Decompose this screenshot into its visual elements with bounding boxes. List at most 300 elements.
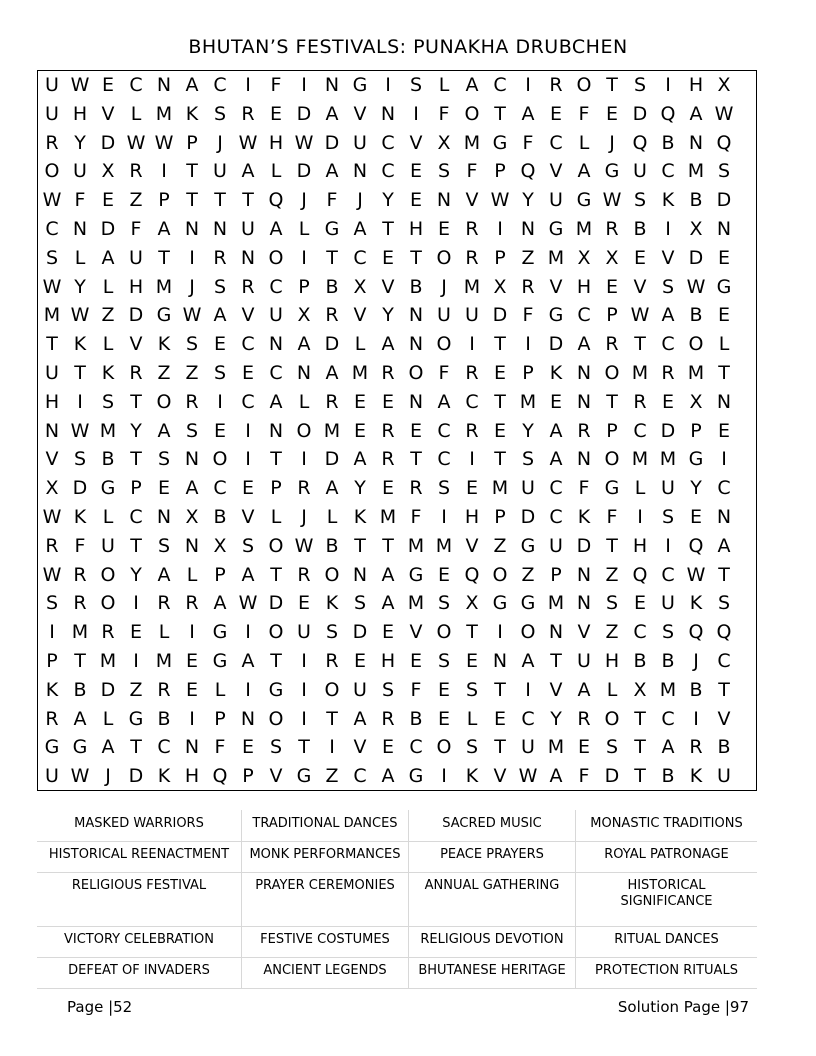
grid-letter: H <box>128 275 144 298</box>
grid-letter: M <box>407 592 425 615</box>
grid-letter: T <box>634 707 646 730</box>
grid-letter: A <box>437 390 451 413</box>
grid-letter: C <box>661 707 675 730</box>
grid-letter: M <box>491 477 509 500</box>
grid-row <box>38 273 758 302</box>
grid-letter: E <box>549 390 562 413</box>
grid-letter: E <box>437 218 450 240</box>
grid-letter: O <box>436 333 452 356</box>
grid-letter: G <box>44 736 60 759</box>
grid-letter: V <box>381 275 395 298</box>
grid-letter: R <box>101 621 115 644</box>
grid-letter: L <box>102 506 114 528</box>
grid-letter: H <box>44 390 60 413</box>
grid-letter: N <box>352 160 368 183</box>
grid-letter: U <box>45 362 59 384</box>
grid-letter: A <box>717 534 731 557</box>
grid-letter: E <box>129 621 142 644</box>
grid-letter: K <box>157 765 171 788</box>
grid-letter: A <box>157 563 171 586</box>
grid-letter: F <box>578 765 590 788</box>
grid-letter: G <box>548 304 564 327</box>
grid-letter: X <box>437 131 451 154</box>
grid-letter: L <box>326 506 338 528</box>
grid-letter: K <box>465 765 479 788</box>
grid-letter: V <box>129 333 143 356</box>
grid-letter: C <box>409 736 423 759</box>
grid-letter: D <box>604 765 620 788</box>
grid-letter: T <box>326 707 338 730</box>
grid-letter: I <box>525 333 531 356</box>
word-list-row <box>37 926 757 958</box>
grid-letter: L <box>634 477 646 500</box>
grid-letter: B <box>409 707 423 730</box>
grid-letter: T <box>494 678 506 701</box>
grid-letter: V <box>717 707 731 730</box>
grid-letter: I <box>469 333 475 356</box>
word-list-item: HISTORICAL SIGNIFICANCE <box>575 872 757 926</box>
grid-letter: N <box>268 333 284 356</box>
grid-letter: S <box>437 650 451 672</box>
grid-row <box>38 532 758 561</box>
grid-letter: S <box>185 333 199 356</box>
word-list-item: ANCIENT LEGENDS <box>241 957 408 988</box>
grid-letter: S <box>353 592 367 615</box>
grid-letter: S <box>409 74 423 96</box>
grid-letter: I <box>693 707 699 730</box>
grid-letter: A <box>269 390 283 413</box>
grid-letter: N <box>184 218 200 240</box>
grid-letter: S <box>213 102 227 125</box>
grid-letter: I <box>217 390 223 413</box>
grid-letter: E <box>437 563 450 586</box>
grid-letter: T <box>410 448 422 471</box>
grid-letter: A <box>325 477 339 500</box>
grid-letter: O <box>520 621 536 644</box>
grid-letter: W <box>42 275 62 298</box>
grid-letter: K <box>577 506 591 528</box>
grid-letter: X <box>185 506 199 528</box>
grid-letter: G <box>688 448 704 471</box>
grid-letter: Q <box>716 621 732 644</box>
word-list-item: HISTORICAL REENACTMENT <box>48 847 230 862</box>
grid-letter: S <box>661 621 675 644</box>
grid-letter: U <box>213 160 227 183</box>
grid-letter: R <box>73 563 87 586</box>
grid-letter: S <box>185 419 199 442</box>
grid-letter: S <box>437 160 451 183</box>
grid-letter: J <box>217 131 223 154</box>
grid-letter: G <box>716 275 732 298</box>
grid-letter: F <box>326 189 338 212</box>
grid-letter: U <box>661 592 675 615</box>
grid-letter: W <box>42 563 62 586</box>
grid-letter: B <box>213 506 227 528</box>
grid-letter: I <box>245 419 251 442</box>
grid-row <box>38 215 758 244</box>
grid-letter: A <box>325 102 339 125</box>
grid-letter: I <box>245 448 251 471</box>
grid-letter: N <box>408 390 424 413</box>
grid-letter: S <box>633 189 647 212</box>
grid-letter: G <box>296 765 312 788</box>
grid-letter: C <box>269 275 283 298</box>
grid-letter: E <box>353 650 366 672</box>
grid-letter: T <box>130 390 142 413</box>
grid-letter: W <box>238 131 258 154</box>
grid-letter: R <box>605 218 619 240</box>
grid-letter: L <box>102 707 114 730</box>
grid-letter: I <box>525 74 531 96</box>
grid-letter: K <box>549 362 563 384</box>
grid-letter: V <box>633 275 647 298</box>
grid-letter: Z <box>605 621 619 644</box>
grid-letter: Q <box>268 189 284 212</box>
grid-letter: O <box>212 448 228 471</box>
grid-letter: B <box>661 650 675 672</box>
puzzle-title: BHUTAN’S FESTIVALS: PUNAKHA DRUBCHEN <box>188 36 628 58</box>
grid-letter: D <box>100 218 116 240</box>
grid-letter: R <box>661 362 675 384</box>
grid-letter: B <box>157 707 171 730</box>
grid-letter: N <box>492 650 508 672</box>
grid-letter: W <box>602 189 622 212</box>
grid-letter: R <box>577 707 591 730</box>
grid-letter: A <box>353 218 367 240</box>
grid-letter: G <box>324 218 340 240</box>
grid-letter: F <box>270 74 282 96</box>
grid-letter: R <box>241 275 255 298</box>
grid-letter: A <box>521 102 535 125</box>
grid-letter: T <box>634 333 646 356</box>
grid-letter: I <box>441 765 447 788</box>
grid-letter: E <box>381 390 394 413</box>
grid-letter: L <box>438 74 450 96</box>
grid-letter: W <box>630 304 650 327</box>
grid-letter: N <box>576 390 592 413</box>
grid-letter: L <box>298 218 310 240</box>
grid-letter: H <box>72 102 88 125</box>
grid-letter: T <box>242 189 254 212</box>
grid-letter: B <box>325 275 339 298</box>
grid-letter: R <box>297 477 311 500</box>
grid-letter: G <box>128 707 144 730</box>
grid-row <box>38 129 758 158</box>
grid-letter: G <box>604 477 620 500</box>
grid-letter: J <box>301 506 307 528</box>
grid-letter: A <box>269 218 283 240</box>
grid-letter: P <box>46 650 58 672</box>
grid-letter: M <box>379 506 397 528</box>
grid-letter: I <box>525 678 531 701</box>
grid-letter: O <box>604 707 620 730</box>
grid-letter: N <box>352 563 368 586</box>
grid-letter: X <box>297 304 311 327</box>
grid-letter: Z <box>129 678 143 701</box>
grid-letter: L <box>270 506 282 528</box>
word-list-row <box>37 810 757 842</box>
word-list-item: ANNUAL GATHERING <box>408 872 575 926</box>
grid-letter: D <box>548 333 564 356</box>
grid-letter: M <box>547 592 565 615</box>
grid-letter: R <box>605 333 619 356</box>
grid-letter: H <box>576 275 592 298</box>
grid-letter: E <box>605 275 618 298</box>
grid-letter: N <box>240 246 256 269</box>
grid-letter: O <box>44 160 60 183</box>
word-list-row <box>37 957 757 989</box>
grid-letter: I <box>161 160 167 183</box>
grid-letter: N <box>716 218 732 240</box>
word-list-row <box>37 841 757 873</box>
grid-letter: D <box>660 419 676 442</box>
grid-letter: H <box>604 650 620 672</box>
grid-letter: A <box>661 304 675 327</box>
grid-letter: E <box>549 102 562 125</box>
grid-letter: G <box>408 563 424 586</box>
grid-letter: Z <box>101 304 115 327</box>
grid-letter: T <box>270 448 282 471</box>
grid-letter: E <box>381 246 394 269</box>
grid-letter: A <box>325 160 339 183</box>
grid-letter: U <box>549 534 563 557</box>
grid-letter: L <box>158 621 170 644</box>
grid-row <box>38 503 758 532</box>
grid-letter: V <box>493 765 507 788</box>
grid-letter: I <box>413 102 419 125</box>
solution-page-number: Solution Page |97 <box>617 998 749 1016</box>
grid-letter: Q <box>632 563 648 586</box>
grid-letter: T <box>606 74 618 96</box>
grid-letter: A <box>185 477 199 500</box>
grid-letter: I <box>497 218 503 240</box>
grid-letter: I <box>189 621 195 644</box>
grid-letter: U <box>521 736 535 759</box>
grid-letter: T <box>718 678 730 701</box>
grid-letter: F <box>522 131 534 154</box>
grid-letter: F <box>410 678 422 701</box>
grid-letter: A <box>689 102 703 125</box>
grid-letter: C <box>661 333 675 356</box>
grid-letter: U <box>45 74 59 96</box>
grid-letter: T <box>494 102 506 125</box>
grid-letter: A <box>381 563 395 586</box>
grid-letter: J <box>441 275 447 298</box>
grid-letter: L <box>578 131 590 154</box>
grid-letter: C <box>269 362 283 384</box>
grid-letter: M <box>155 102 173 125</box>
grid-letter: K <box>73 506 87 528</box>
word-search-grid <box>37 70 757 791</box>
grid-letter: V <box>353 304 367 327</box>
grid-letter: P <box>158 189 170 212</box>
grid-letter: T <box>494 333 506 356</box>
grid-letter: I <box>301 246 307 269</box>
grid-letter: C <box>381 131 395 154</box>
grid-letter: A <box>325 362 339 384</box>
grid-letter: S <box>157 534 171 557</box>
grid-letter: R <box>241 102 255 125</box>
grid-letter: T <box>298 736 310 759</box>
grid-letter: E <box>185 678 198 701</box>
grid-letter: E <box>605 102 618 125</box>
grid-row <box>38 359 758 388</box>
grid-letter: C <box>353 765 367 788</box>
grid-letter: V <box>409 621 423 644</box>
grid-letter: O <box>492 563 508 586</box>
grid-letter: Z <box>185 362 199 384</box>
grid-letter: R <box>633 390 647 413</box>
grid-letter: T <box>186 160 198 183</box>
grid-letter: O <box>576 74 592 96</box>
grid-letter: T <box>382 218 394 240</box>
grid-letter: N <box>240 707 256 730</box>
grid-letter: C <box>633 621 647 644</box>
grid-letter: W <box>294 534 314 557</box>
grid-letter: G <box>100 477 116 500</box>
grid-letter: M <box>631 362 649 384</box>
grid-letter: T <box>270 563 282 586</box>
grid-row <box>38 647 758 676</box>
grid-letter: E <box>297 592 310 615</box>
grid-letter: E <box>353 390 366 413</box>
grid-letter: D <box>632 102 648 125</box>
grid-letter: Y <box>522 189 534 212</box>
grid-letter: W <box>70 419 90 442</box>
grid-letter: N <box>716 390 732 413</box>
grid-letter: S <box>605 736 619 759</box>
grid-row <box>38 100 758 129</box>
grid-letter: K <box>157 333 171 356</box>
grid-letter: C <box>129 506 143 528</box>
grid-letter: M <box>155 650 173 672</box>
grid-letter: Q <box>464 563 480 586</box>
grid-letter: B <box>633 218 647 240</box>
grid-letter: A <box>241 563 255 586</box>
grid-letter: V <box>409 131 423 154</box>
grid-letter: S <box>521 448 535 471</box>
grid-letter: T <box>270 650 282 672</box>
grid-letter: F <box>438 102 450 125</box>
grid-letter: E <box>241 736 254 759</box>
grid-letter: I <box>469 448 475 471</box>
grid-letter: I <box>189 707 195 730</box>
grid-letter: Q <box>716 131 732 154</box>
grid-letter: Q <box>688 621 704 644</box>
grid-letter: T <box>606 390 618 413</box>
grid-letter: G <box>408 765 424 788</box>
grid-letter: Y <box>382 304 394 327</box>
grid-letter: S <box>269 736 283 759</box>
grid-letter: U <box>45 765 59 788</box>
grid-letter: A <box>465 74 479 96</box>
grid-letter: J <box>105 765 111 788</box>
grid-letter: V <box>45 448 59 471</box>
grid-letter: U <box>73 160 87 183</box>
grid-letter: S <box>661 275 675 298</box>
grid-letter: T <box>466 621 478 644</box>
grid-letter: P <box>550 563 562 586</box>
grid-letter: P <box>606 304 618 327</box>
grid-letter: R <box>45 707 59 730</box>
grid-letter: I <box>49 621 55 644</box>
grid-letter: M <box>659 448 677 471</box>
grid-letter: F <box>438 362 450 384</box>
grid-letter: U <box>45 102 59 125</box>
grid-row <box>38 157 758 186</box>
grid-letter: Z <box>129 189 143 212</box>
grid-letter: E <box>689 506 702 528</box>
grid-letter: R <box>549 74 563 96</box>
word-list-item: RELIGIOUS FESTIVAL <box>71 878 207 893</box>
grid-letter: R <box>465 419 479 442</box>
grid-letter: O <box>324 563 340 586</box>
grid-letter: Y <box>354 477 366 500</box>
grid-letter: R <box>325 650 339 672</box>
grid-letter: D <box>324 333 340 356</box>
grid-letter: I <box>497 621 503 644</box>
grid-letter: E <box>409 189 422 212</box>
grid-letter: A <box>353 448 367 471</box>
grid-letter: E <box>409 160 422 183</box>
grid-letter: X <box>353 275 367 298</box>
grid-letter: A <box>213 304 227 327</box>
grid-letter: D <box>688 246 704 269</box>
grid-letter: A <box>521 650 535 672</box>
grid-letter: E <box>157 477 170 500</box>
grid-row <box>38 705 758 734</box>
grid-letter: W <box>126 131 146 154</box>
grid-letter: K <box>689 592 703 615</box>
grid-letter: V <box>101 102 115 125</box>
grid-letter: X <box>717 74 731 96</box>
grid-letter: D <box>576 534 592 557</box>
grid-letter: X <box>213 534 227 557</box>
grid-row <box>38 676 758 705</box>
page-number: Page |52 <box>67 998 133 1016</box>
grid-letter: E <box>577 736 590 759</box>
grid-letter: G <box>156 304 172 327</box>
grid-letter: A <box>381 592 395 615</box>
grid-letter: C <box>577 304 591 327</box>
grid-letter: N <box>688 131 704 154</box>
grid-letter: R <box>381 419 395 442</box>
grid-letter: O <box>268 621 284 644</box>
grid-letter: N <box>184 736 200 759</box>
word-list-row <box>37 872 757 927</box>
grid-letter: N <box>212 218 228 240</box>
grid-letter: P <box>130 477 142 500</box>
grid-letter: W <box>294 131 314 154</box>
grid-letter: N <box>716 506 732 528</box>
grid-letter: N <box>576 448 592 471</box>
grid-letter: B <box>689 304 703 327</box>
grid-letter: S <box>437 592 451 615</box>
word-list-item: ROYAL PATRONAGE <box>575 841 757 872</box>
grid-letter: X <box>45 477 59 500</box>
grid-letter: D <box>296 160 312 183</box>
grid-letter: O <box>268 534 284 557</box>
grid-letter: K <box>185 102 199 125</box>
grid-letter: T <box>494 736 506 759</box>
grid-letter: S <box>73 448 87 471</box>
grid-letter: E <box>465 650 478 672</box>
grid-letter: B <box>661 131 675 154</box>
grid-letter: D <box>128 765 144 788</box>
grid-row <box>38 301 758 330</box>
grid-letter: C <box>157 736 171 759</box>
grid-letter: U <box>353 678 367 701</box>
